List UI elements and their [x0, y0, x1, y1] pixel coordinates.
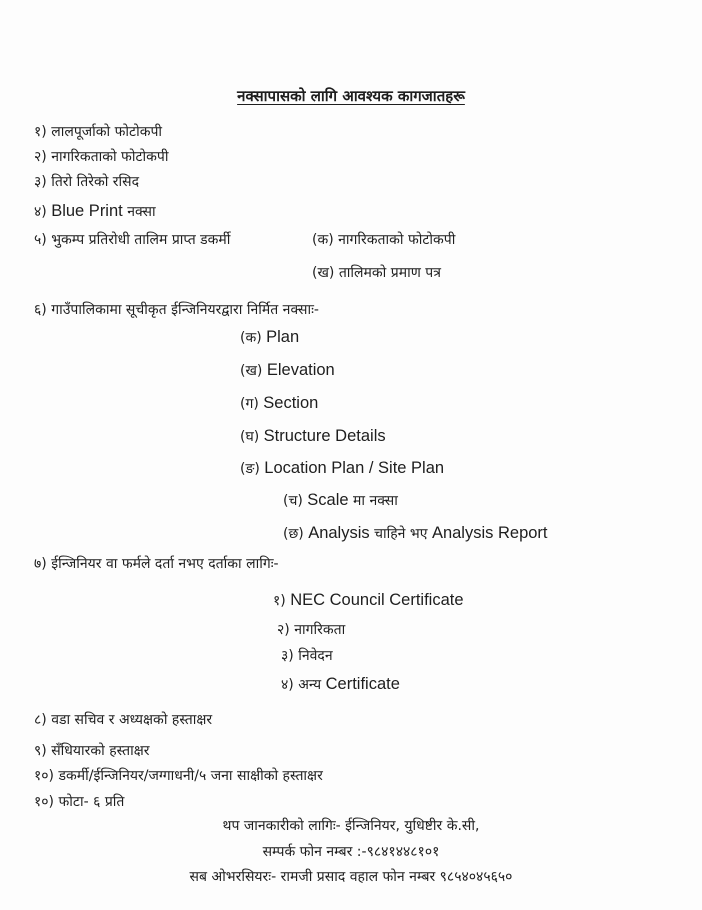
registration-item-2: २) नागरिकता	[277, 622, 346, 638]
list-item-6: ६) गाउँपालिकामा सूचीकृत ईन्जिनियरद्वारा निर्मित नक्साः-	[34, 302, 319, 318]
drawing-item-structure: (घ) Structure Details	[240, 427, 386, 445]
list-item-3: ३) तिरो तिरेको रसिद	[34, 174, 140, 190]
list-item-5-sub-a: (क) नागरिकताको फोटोकपी	[312, 232, 456, 248]
footer-phone: सम्पर्क फोन नम्बर :-९८४१४४८१०१	[262, 844, 440, 860]
list-item-5: ५) भुकम्प प्रतिरोधी तालिम प्राप्त डकर्मी	[34, 232, 231, 248]
list-item-8: ८) वडा सचिव र अध्यक्षको हस्ताक्षर	[34, 712, 213, 728]
list-item-10b: १०) फोटा- ६ प्रति	[34, 794, 125, 810]
registration-item-4: ४) अन्य Certificate	[281, 675, 400, 693]
list-item-10: १०) डकर्मी/ईन्जिनियर/जग्गाधनी/५ जना साक्षीको हस्ताक्षर	[34, 768, 323, 784]
footer-overseer-contact: सब ओभरसियरः- रामजी प्रसाद वहाल फोन नम्बर ९८५४०४५६५०	[189, 869, 513, 885]
drawing-item-elevation: (ख) Elevation	[240, 361, 335, 379]
registration-item-1: १) NEC Council Certificate	[273, 591, 464, 609]
drawing-item-location: (ङ) Location Plan / Site Plan	[240, 459, 445, 477]
drawing-item-scale: (च) Scale मा नक्सा	[283, 491, 398, 509]
document-title: नक्सापासको लागि आवश्यक कागजातहरू	[237, 87, 465, 105]
drawing-item-section: (ग) Section	[240, 394, 319, 412]
list-item-9: ९) सँधियारको हस्ताक्षर	[34, 743, 150, 759]
list-item-4: ४) Blue Print नक्सा	[34, 202, 156, 220]
drawing-item-plan: (क) Plan	[240, 328, 300, 346]
list-item-2: २) नागरिकताको फोटोकपी	[34, 149, 169, 165]
drawing-item-analysis: (छ) Analysis चाहिने भए Analysis Report	[283, 524, 548, 542]
list-item-1: १) लालपूर्जाको फोटोकपी	[34, 124, 163, 140]
registration-item-3: ३) निवेदन	[281, 648, 333, 664]
footer-engineer-contact: थप जानकारीको लागिः- ईन्जिनियर, युधिष्टीर के.सी,	[222, 818, 480, 834]
list-item-5-sub-b: (ख) तालिमको प्रमाण पत्र	[312, 265, 441, 281]
list-item-7: ७) ईन्जिनियर वा फर्मले दर्ता नभए दर्ताका लागिः-	[34, 556, 279, 572]
